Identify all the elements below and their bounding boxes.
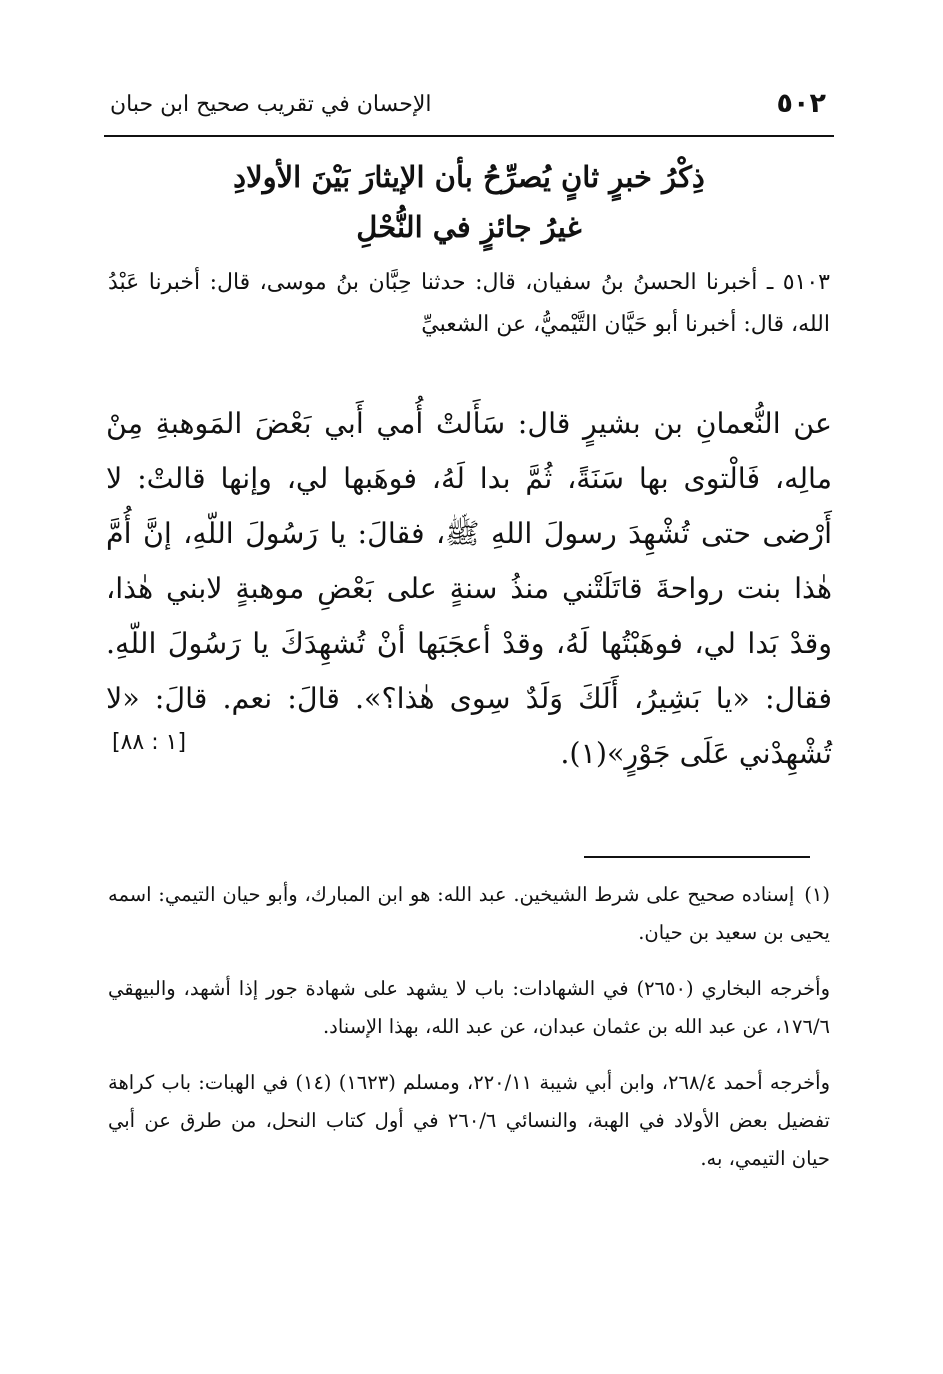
- footnote-paragraph: [108, 876, 830, 952]
- running-title: الإحسان في تقريب صحيح ابن حبان: [110, 92, 432, 117]
- footnote-text: إسناده صحيح على شرط الشيخين. عبد الله: هو ابن المبارك، وأبو حيان التيمي: اسمه يحيى بن سعيد بن حيان.: [108, 883, 830, 944]
- footnote-text: وأخرجه البخاري (٢٦٥٠) في الشهادات: باب لا يشهد على شهادة جور إذا أشهد، والبيهقي ١٧٦/٦، عن عبد الله بن عثمان عبدان، عن عبد الله، بهذا الإسناد.: [108, 977, 830, 1038]
- footnote-paragraph: [108, 970, 830, 1046]
- header-divider: [104, 135, 834, 137]
- chapter-heading: [104, 152, 834, 252]
- hadith-isnad: ٥١٠٣ ـ أخبرنا الحسنُ بنُ سفيان، قال: حدثنا حِبَّان بنُ موسى، قال: أخبرنا عَبْدُ الله، قال: أخبرنا أبو حَيَّان التَّيْميُّ، عن الشعبيِّ: [108, 270, 830, 337]
- hadith-reference: [١ : ٨٨]: [112, 730, 187, 755]
- hadith-text: عن النُّعمانِ بن بشيرٍ قال: سَأَلتْ أُمي أَبي بَعْضَ المَوهبةِ مِنْ مالِه، فَالْتوى بها سَنَةً، ثُمَّ بدا لَهُ، فوهَبها لي، وإنها قالتْ: لا أَرْضى حتى تُشْهِدَ رسولَ اللهِ ﷺ، فقالَ: يا رَسُولَ اللّهِ، إنَّ أُمَّ هٰذا بنت رواحةَ قاتَلَتْني منذُ سنةٍ على بَعْضِ موهبةٍ لابني هٰذا، وقدْ بَدا لي، فوهَبْتُها لَهُ، وقدْ أعجَبَها أنْ تُشهِدَكَ يا رَسُولَ اللّهِ. فقال: «يا بَشِيرُ، أَلَكَ وَلَدٌ سِوى هٰذا؟». قالَ: نعم. قالَ: «لا تُشْهِدْني عَلَى جَوْرٍ»(١).: [106, 407, 832, 770]
- footnote-divider: [584, 856, 810, 858]
- page-header: [104, 86, 834, 126]
- footnotes: [108, 876, 830, 1196]
- footnote-paragraph: [108, 1064, 830, 1178]
- page-number: ٥٠٢: [776, 88, 826, 119]
- chapter-title-line-2: غيرُ جائزٍ في النُّحْلِ: [356, 210, 582, 244]
- footnote-text: وأخرجه أحمد ٢٦٨/٤، وابن أبي شيبة ٢٢٠/١١، ومسلم (١٦٢٣) (١٤) في الهبات: باب كراهة تفضيل بعض الأولاد في الهبة، والنسائي ٢٦٠/٦ في أول كتاب النحل، من طرق عن أبي حيان التيمي، به.: [108, 1071, 830, 1170]
- chapter-title-line-1: ذِكْرُ خبرٍ ثانٍ يُصرِّحُ بأن الإيثارَ بَيْنَ الأولادِ: [233, 160, 705, 194]
- footnote-marker: (١): [804, 883, 830, 906]
